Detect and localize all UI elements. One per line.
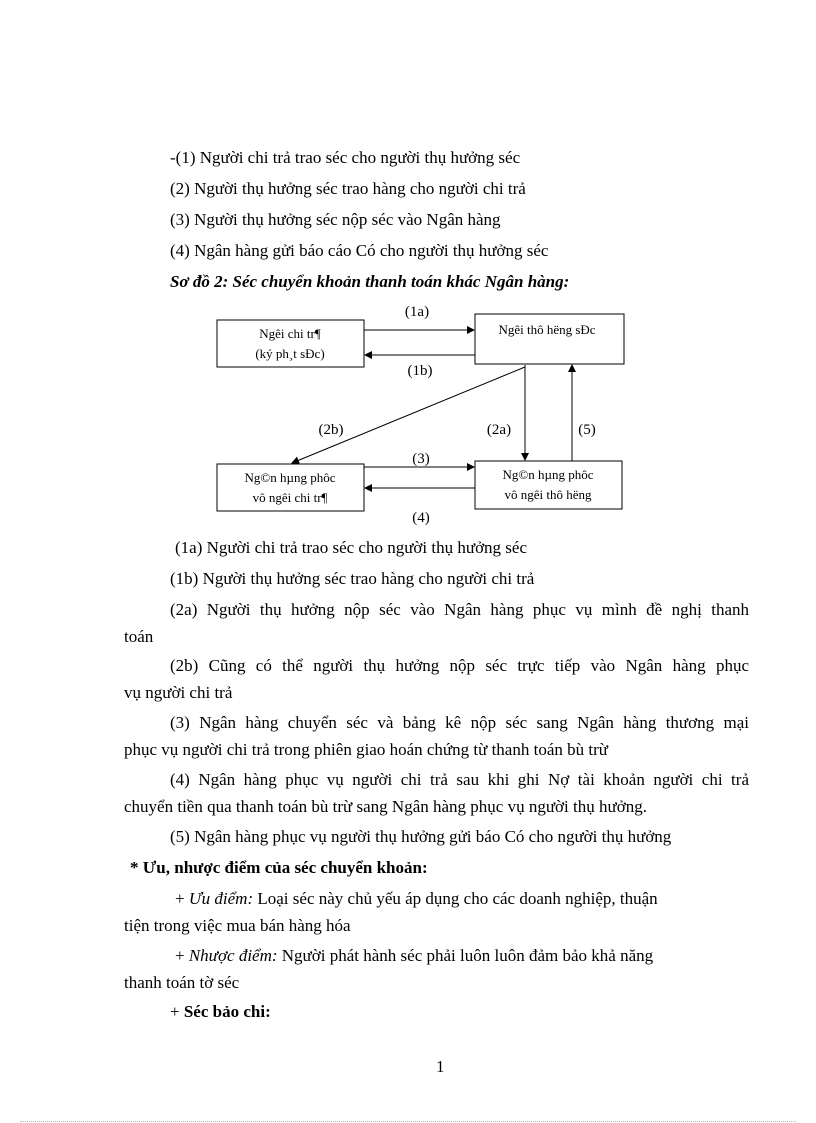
label-2a: (2a) <box>486 422 512 438</box>
list2-item-2a-line1: (2a) Người thụ hưởng nộp séc vào Ngân hàng phục vụ mình đề nghị thanh <box>170 600 749 619</box>
pro-text-2: tiện trong việc mua bán hàng hóa <box>124 916 351 935</box>
list1-item-1: -(1) Người chi trả trao séc cho người thụ hưởng séc <box>170 148 521 167</box>
pro-line1 <box>175 889 658 909</box>
pro-text-1: Loại séc này chủ yếu áp dụng cho các doanh nghiệp, thuận <box>257 889 658 908</box>
label-1b: (1b) <box>407 363 433 379</box>
arrow-2b <box>292 367 525 463</box>
list2-item-4-line2: chuyển tiền qua thanh toán bù trừ sang Ngân hàng phục vụ người thụ hưởng. <box>124 797 647 816</box>
list2-item-5: (5) Ngân hàng phục vụ người thụ hưởng gửi báo Có cho người thụ hưởng <box>170 827 672 846</box>
label-1a: (1a) <box>404 304 430 320</box>
list1-item-3: (3) Người thụ hưởng séc nộp séc vào Ngân hàng <box>170 210 501 229</box>
box-bank-payer-text-1: Ng©n hµng phôc <box>244 470 336 485</box>
box-bank-payer-text-2: vô ngêi chi tr¶ <box>252 490 328 505</box>
list1-item-4: (4) Ngân hàng gửi báo cáo Có cho người thụ hưởng séc <box>170 241 549 260</box>
list2-item-3-line1: (3) Ngân hàng chuyển séc và bảng kê nộp séc sang Ngân hàng thương mại <box>170 713 749 732</box>
list2-item-4-line1: (4) Ngân hàng phục vụ người chi trả sau khi ghi Nợ tài khoản người chi trả <box>170 770 749 789</box>
box-payer-text-1: Ngêi chi tr¶ <box>259 326 321 341</box>
pro-prefix: + <box>175 889 189 908</box>
list2-item-2b-line2: vụ người chi trả <box>124 683 233 702</box>
guaranteed-prefix: + <box>170 1002 184 1021</box>
list1-item-2: (2) Người thụ hưởng séc trao hàng cho người chi trả <box>170 179 526 198</box>
diagram-caption: Sơ đồ 2: Séc chuyển khoản thanh toán khác Ngân hàng: <box>170 272 570 291</box>
label-4: (4) <box>412 510 430 526</box>
guaranteed-label: Séc bảo chi: <box>183 1002 271 1021</box>
box-payee-text: Ngêi thô hëng sÐc <box>498 322 596 337</box>
label-3: (3) <box>412 451 430 467</box>
label-5: (5) <box>578 422 596 438</box>
con-text-2: thanh toán tờ séc <box>124 973 240 992</box>
con-text-1: Người phát hành séc phải luôn luôn đảm bảo khả năng <box>281 946 654 965</box>
label-2b: (2b) <box>318 422 344 438</box>
list2-item-2a-line2: toán <box>124 627 154 646</box>
list2-item-1a: (1a) Người chi trả trao séc cho người thụ hưởng séc <box>175 538 528 557</box>
list2-item-3-line2: phục vụ người chi trả trong phiên giao hoán chứng từ thanh toán bù trừ <box>124 740 608 759</box>
page-number: 1 <box>436 1057 445 1076</box>
pro-label: Ưu điểm: <box>188 889 254 908</box>
con-label: Nhược điểm: <box>188 946 278 965</box>
box-bank-payee-text-1: Ng©n hµng phôc <box>502 467 594 482</box>
box-payer-text-2: (ký ph¸t sÐc) <box>255 346 325 361</box>
list2-item-2b-line1: (2b) Cũng có thể người thụ hưởng nộp séc trực tiếp vào Ngân hàng phục <box>170 656 749 675</box>
con-line1 <box>175 946 653 966</box>
list2-item-1b: (1b) Người thụ hưởng séc trao hàng cho người chi trả <box>170 569 535 588</box>
pros-cons-heading: * Ưu, nhược điểm của séc chuyển khoản: <box>130 858 428 877</box>
box-bank-payee-text-2: vô ngêi thô hëng <box>504 487 592 502</box>
con-prefix: + <box>175 946 189 965</box>
footer-rule <box>20 1121 796 1122</box>
guaranteed-check-line <box>170 1002 271 1022</box>
